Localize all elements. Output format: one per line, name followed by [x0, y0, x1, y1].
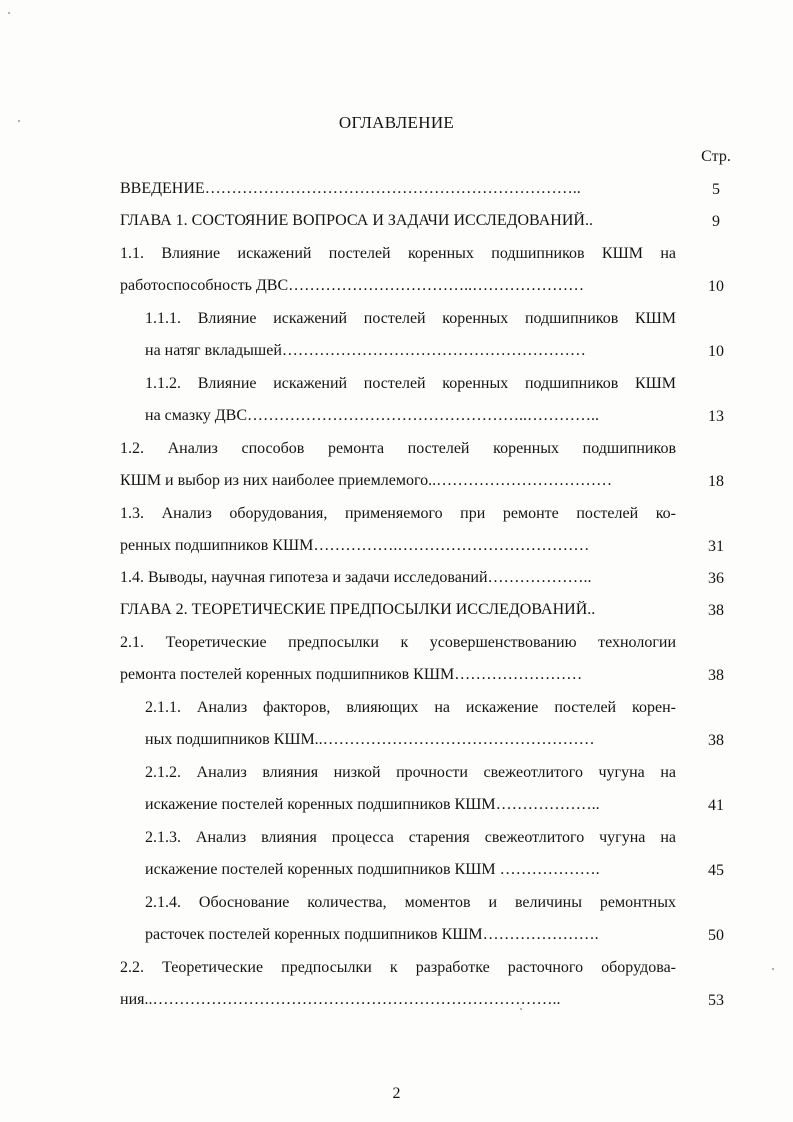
toc-entry-2-1-4-line2[interactable]: расточек постелей коренных подшипников КШМ………………….: [145, 926, 599, 943]
toc-entry-1-1-line2[interactable]: работоспособность ДВС……………………………..…………………: [120, 277, 585, 294]
toc-page-number: 31: [708, 538, 724, 555]
toc-page-number: 13: [708, 408, 724, 425]
scan-speck: [8, 12, 10, 14]
toc-page-number: 9: [712, 213, 720, 230]
scan-speck: [520, 1008, 522, 1010]
toc-page-number: 38: [708, 602, 724, 619]
toc-page-number: 41: [708, 797, 724, 814]
toc-entry-1-1-2-line2[interactable]: на смазку ДВС……………………………………………..…………..: [145, 407, 600, 424]
toc-entry-2-2-line1[interactable]: 2.2. Теоретические предпосылки к разработке расточного оборудова-: [120, 959, 676, 976]
toc-entry-chapter-2[interactable]: ГЛАВА 2. ТЕОРЕТИЧЕСКИЕ ПРЕДПОСЫЛКИ ИССЛЕДОВАНИЙ..: [120, 601, 596, 618]
toc-entry-2-1-1-line2[interactable]: ных подшипников КШМ..……………………………………………: [145, 731, 595, 748]
toc-page-number: 10: [708, 278, 724, 295]
toc-entry-2-1-3-line2[interactable]: искажение постелей коренных подшипников КШМ ……………….: [145, 861, 600, 878]
scan-speck: [18, 120, 20, 122]
toc-entry-1-2-line1[interactable]: 1.2. Анализ способов ремонта постелей коренных подшипников: [120, 440, 676, 457]
toc-entry-1-1-2-line1[interactable]: 1.1.2. Влияние искажений постелей коренных подшипников КШМ: [145, 375, 676, 392]
toc-entry-1-1-1-line1[interactable]: 1.1.1. Влияние искажений постелей коренных подшипников КШМ: [145, 310, 676, 327]
toc-entry-2-1-line1[interactable]: 2.1. Теоретические предпосылки к усовершенствованию технологии: [120, 634, 676, 651]
toc-entry-2-1-2-line1[interactable]: 2.1.2. Анализ влияния низкой прочности свежеотлитого чугуна на: [145, 764, 676, 781]
toc-title: ОГЛАВЛЕНИЕ: [338, 113, 455, 132]
toc-entry-1-1-line1[interactable]: 1.1. Влияние искажений постелей коренных подшипников КШМ на: [120, 245, 676, 262]
toc-page-number: 45: [708, 862, 724, 879]
toc-page-number: 18: [708, 473, 724, 490]
toc-page-number: 5: [712, 181, 720, 198]
toc-entry-1-4[interactable]: 1.4. Выводы, научная гипотеза и задачи исследований………………..: [120, 569, 592, 586]
toc-entry-2-1-3-line1[interactable]: 2.1.3. Анализ влияния процесса старения свежеотлитого чугуна на: [145, 829, 676, 846]
toc-entry-introduction[interactable]: ВВЕДЕНИЕ……………………………………………………………..: [120, 180, 581, 197]
scan-speck: [772, 968, 774, 970]
page-number-footer: 2: [392, 1085, 401, 1102]
toc-entry-chapter-1[interactable]: ГЛАВА 1. СОСТОЯНИЕ ВОПРОСА И ЗАДАЧИ ИССЛЕДОВАНИЙ..: [120, 212, 593, 229]
toc-entry-2-1-line2[interactable]: ремонта постелей коренных подшипников КШМ……………………: [120, 666, 583, 683]
toc-page-number: 50: [708, 927, 724, 944]
toc-page-number: 38: [708, 732, 724, 749]
toc-page-number: 38: [708, 667, 724, 684]
toc-entry-1-3-line2[interactable]: ренных подшипников КШМ…………….………………………………: [120, 537, 590, 554]
toc-entry-2-1-1-line1[interactable]: 2.1.1. Анализ факторов, влияющих на искажение постелей корен-: [145, 699, 676, 716]
toc-page-number: 10: [708, 343, 724, 360]
toc-entry-2-1-2-line2[interactable]: искажение постелей коренных подшипников КШМ………………..: [145, 796, 600, 813]
toc-page-number: 53: [708, 992, 724, 1009]
toc-entry-1-3-line1[interactable]: 1.3. Анализ оборудования, применяемого при ремонте постелей ко-: [120, 505, 676, 522]
page-column-label: Стр.: [701, 148, 731, 165]
toc-entry-2-2-line2[interactable]: ния..…………………………………………………………………..: [120, 991, 561, 1008]
toc-page-number: 36: [708, 570, 724, 587]
toc-entry-1-1-1-line2[interactable]: на натяг вкладышей…………………………………………………: [145, 342, 586, 359]
toc-entry-2-1-4-line1[interactable]: 2.1.4. Обоснование количества, моментов и величины ремонтных: [145, 894, 676, 911]
toc-entry-1-2-line2[interactable]: КШМ и выбор из них наиболее приемлемого..……………………………: [120, 472, 613, 489]
